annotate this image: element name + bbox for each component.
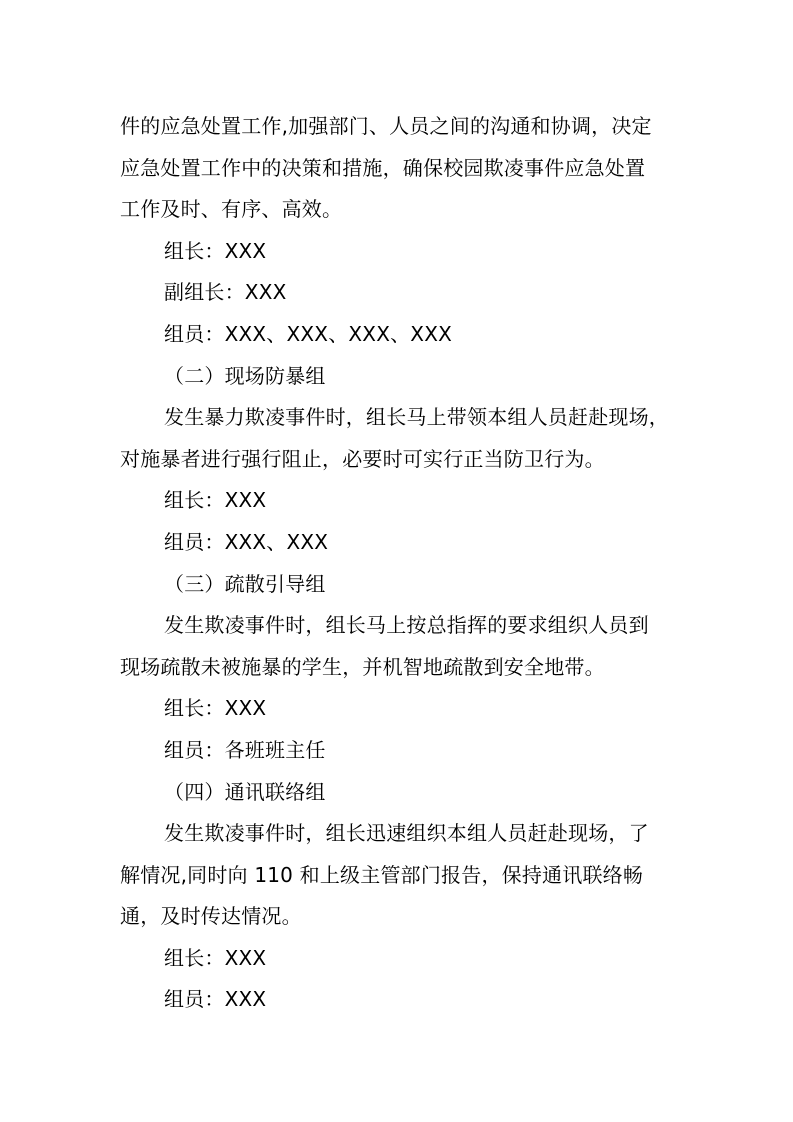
paragraph-line: 件的应急处置工作,加强部门、人员之间的沟通和协调，决定 xyxy=(120,114,652,138)
group-members-line: 组员：XXX、XXX xyxy=(164,529,329,554)
paragraph-line: 解情况,同时向 110 和上级主管部门报告，保持通讯联络畅 xyxy=(120,862,644,887)
group-members-line: 组员：XXX、XXX、XXX、XXX xyxy=(164,321,453,346)
group-leader-line: 组长：XXX xyxy=(164,238,267,263)
paragraph-line: 工作及时、有序、高效。 xyxy=(120,197,343,222)
document-body xyxy=(120,106,680,1021)
section-heading-communication: （四）通讯联络组 xyxy=(164,779,326,804)
paragraph-line: 发生欺凌事件时，组长马上按总指挥的要求组织人员到 xyxy=(164,613,649,638)
group-leader-line: 组长：XXX xyxy=(164,488,267,513)
section-heading-riot-control: （二）现场防暴组 xyxy=(164,363,326,388)
group-leader-line: 组长：XXX xyxy=(164,945,267,970)
group-members-line: 组员：各班班主任 xyxy=(164,737,326,762)
paragraph-line: 应急处置工作中的决策和措施，确保校园欺凌事件应急处置 xyxy=(120,155,646,180)
section-heading-evacuation: （三）疏散引导组 xyxy=(164,571,326,596)
group-leader-line: 组长：XXX xyxy=(164,696,267,721)
paragraph-line: 对施暴者进行强行阻止，必要时可实行正当防卫行为。 xyxy=(120,446,605,471)
deputy-leader-line: 副组长：XXX xyxy=(164,280,287,305)
paragraph-line: 现场疏散未被施暴的学生，并机智地疏散到安全地带。 xyxy=(120,654,605,679)
group-members-line: 组员：XXX xyxy=(164,987,267,1012)
paragraph-line: 通，及时传达情况。 xyxy=(120,904,302,929)
paragraph-line: 发生暴力欺凌事件时，组长马上带领本组人员赶赴现场， xyxy=(164,405,669,430)
paragraph-line: 发生欺凌事件时，组长迅速组织本组人员赶赴现场，了 xyxy=(164,821,649,846)
